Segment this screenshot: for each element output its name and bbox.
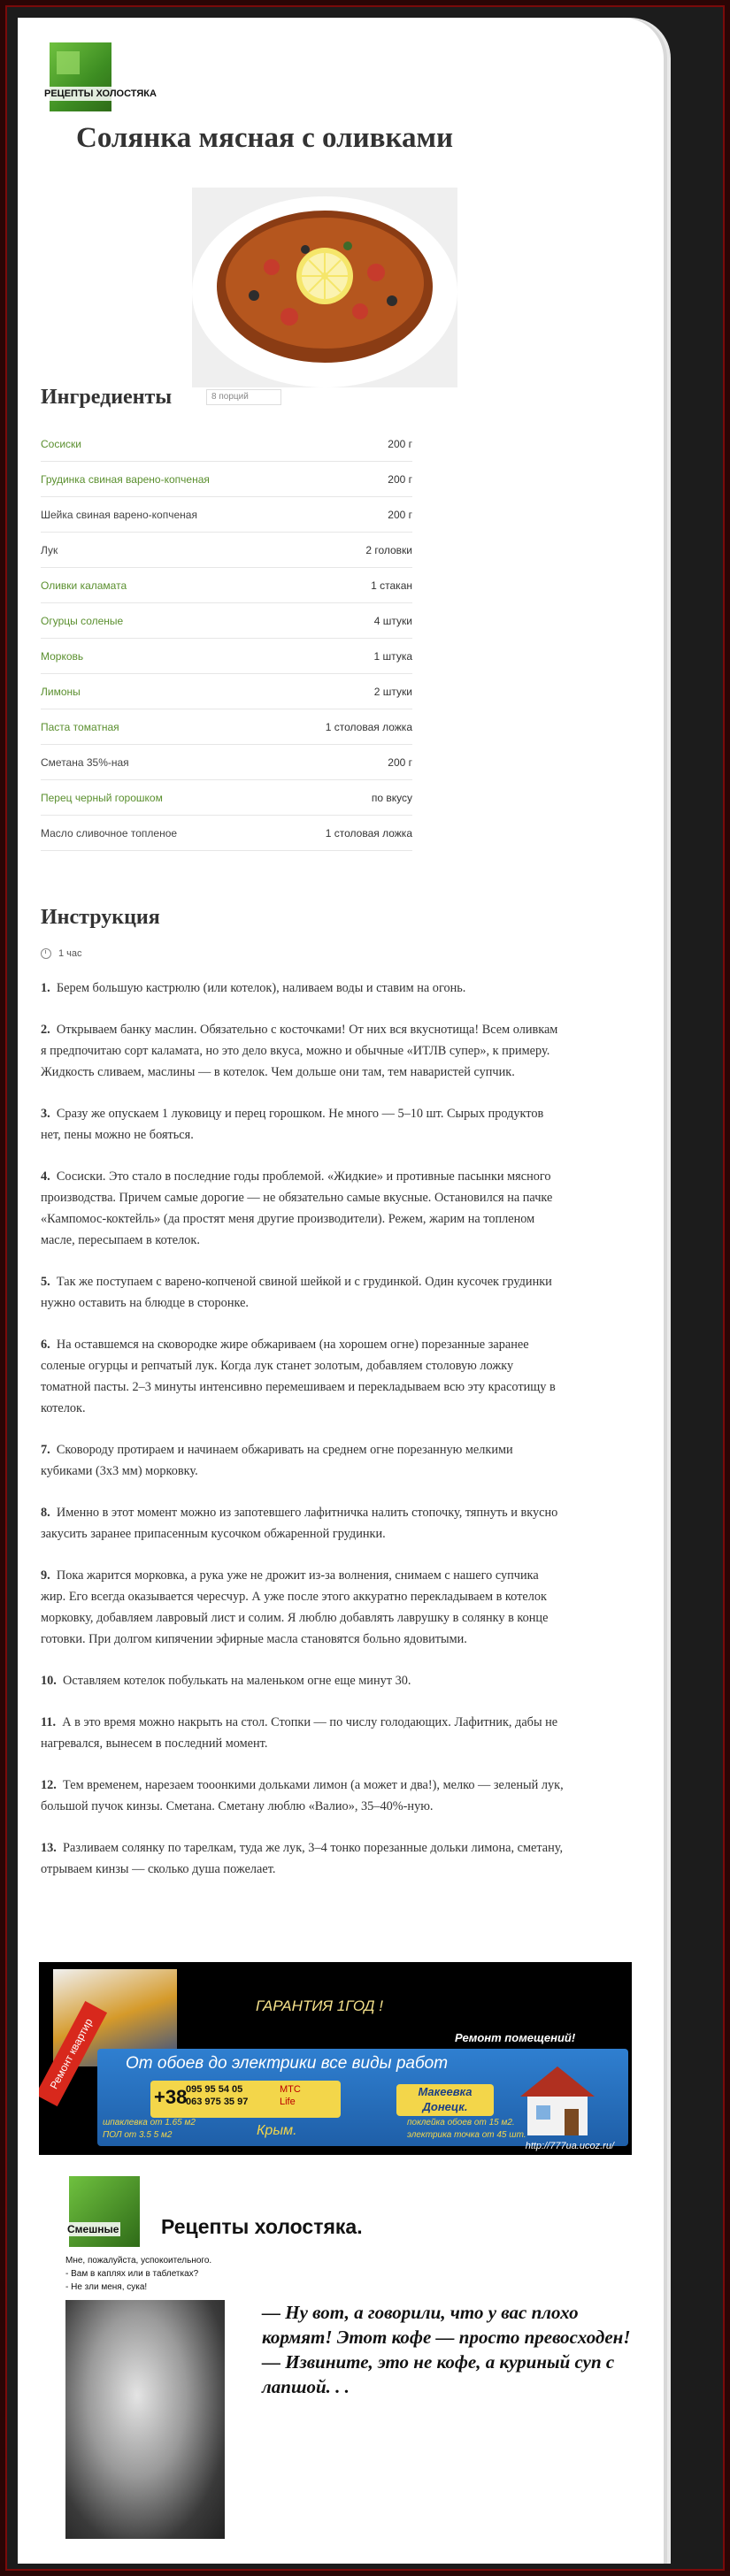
house-icon <box>513 2061 602 2137</box>
step-number: 5. <box>41 1275 50 1289</box>
instruction-steps <box>41 978 566 1900</box>
ingredient-quantity: 1 стакан <box>371 579 412 592</box>
ingredient-name[interactable]: Морковь <box>41 649 84 663</box>
step-text: Открываем банку маслин. Обязательно с косточками! От них вся вкуснотища! Всем оливкам я предпочитаю сорт каламата, но это дело вкуса, можно и обычные «ИТЛВ супер», к примеру. Жидкость сливаем, маслины — в котелок. Чем дольше они там, тем наваристей супчик. <box>41 1023 558 1079</box>
meme-image <box>53 2167 637 2557</box>
ingredient-name[interactable]: Сосиски <box>41 437 81 450</box>
instruction-step <box>41 1103 566 1146</box>
ingredient-name: Лук <box>41 543 58 556</box>
step-number: 12. <box>41 1778 57 1792</box>
ingredient-row <box>41 462 412 497</box>
step-text: Разливаем солянку по тарелкам, туда же лук, 3–4 тонко порезанные дольки лимона, сметану, отрываем кинзы — сколько душа пожелает. <box>41 1841 564 1876</box>
ingredient-row <box>41 639 412 674</box>
ad-ribbon: Ремонт квартир <box>39 2001 107 2106</box>
ad-url[interactable]: http://777ua.ucoz.ru/ <box>525 2141 614 2151</box>
step-number: 13. <box>41 1841 57 1855</box>
ad-price-right-2: электрика точка от 45 шт. <box>407 2130 526 2140</box>
step-text: На оставшемся на сковородке жире обжариваем (на хорошем огне) порезанные заранее соленые огурцы и репчатый лук. Когда лук станет золотым, добавляем столовую ложку томатной пасты. 2–3 минуты интенсивно перемешиваем и перекладываем всю эту красотищу в котелок. <box>41 1338 556 1415</box>
ad-slogan: От обоев до электрики все виды работ <box>126 2054 449 2073</box>
instruction-step <box>41 1439 566 1482</box>
cook-time-value: 1 час <box>58 948 82 959</box>
meme-joke <box>262 2300 634 2399</box>
instruction-step <box>41 978 566 999</box>
ingredient-row <box>41 709 412 745</box>
instruction-step <box>41 1837 566 1880</box>
recipe-photo <box>192 188 457 387</box>
ingredient-name: Сметана 35%-ная <box>41 755 129 769</box>
step-number: 10. <box>41 1674 57 1688</box>
ad-price-right-1: поклейка обоев от 15 м2. <box>407 2118 515 2128</box>
ad-blue-band <box>97 2049 628 2146</box>
ingredient-name[interactable]: Перец черный горошком <box>41 791 163 804</box>
ingredient-name[interactable]: Огурцы соленые <box>41 614 124 627</box>
instruction-step <box>41 1019 566 1083</box>
ad-operator-2: Life <box>280 2097 296 2107</box>
ingredient-quantity: 2 головки <box>365 543 412 556</box>
meme-joke-line: — Извините, это не кофе, а куриный суп с лапшой. . . <box>262 2351 615 2397</box>
servings-field[interactable]: 8 порций <box>206 389 281 405</box>
meme-title: Рецепты холостяка. <box>161 2215 363 2238</box>
step-text: Сразу же опускаем 1 луковицу и перец горошком. Не много — 5–10 шт. Сырых продуктов нет, пены можно не бояться. <box>41 1107 544 1142</box>
step-text: Пока жарится морковка, а рука уже не дрожит из-за волнения, снимаем с нашего супчика жир. Его всегда оказывается чересчур. А уже после этого аккуратно перекладываем в котелок морковку, добавляем лавровый лист и солим. Я люблю добавлять лаврушку в солянку в конце готовки. При долгом кипячении эфирные масла становятся больно ядовитыми. <box>41 1568 549 1646</box>
logo-caption: РЕЦЕПТЫ ХОЛОСТЯКА <box>44 88 157 99</box>
step-number: 2. <box>41 1023 50 1037</box>
ad-phone-box <box>150 2081 341 2118</box>
instructions-heading: Инструкция <box>41 906 160 929</box>
step-number: 6. <box>41 1338 50 1352</box>
page-content <box>18 18 664 2564</box>
ad-phone-1: 095 95 54 05 <box>186 2084 243 2095</box>
ingredient-quantity: 200 г <box>388 437 412 450</box>
ad-city: Макеевка Донецк. <box>396 2084 494 2116</box>
ingredient-row <box>41 426 412 462</box>
meme-dialog <box>65 2254 211 2294</box>
site-logo[interactable] <box>42 42 157 113</box>
ad-guarantee: ГАРАНТИЯ 1ГОД ! <box>256 1997 383 2014</box>
ad-repair-label: Ремонт помещений! <box>455 2031 576 2044</box>
instruction-step <box>41 1712 566 1754</box>
ingredients-heading: Ингредиенты <box>41 386 173 409</box>
ingredient-quantity: 1 столовая ложка <box>325 826 412 840</box>
angry-girl-photo <box>65 2300 225 2539</box>
logo-mark <box>50 42 111 111</box>
step-text: Тем временем, нарезаем тооонкими дольками лимон (а может и два!), мелко — зеленый лук, большой пучок кинзы. Сметана. Сметану люблю «Валио», 35–40%-ную. <box>41 1778 564 1813</box>
cook-time <box>41 948 82 959</box>
meme-dialog-line: Мне, пожалуйста, успокоительного. <box>65 2256 212 2266</box>
step-text: А в это время можно накрыть на стол. Стопки — по числу голодающих. Лафитник, дабы не нагревался, вынесем в последний момент. <box>41 1715 558 1751</box>
ingredient-quantity: 200 г <box>388 472 412 486</box>
ingredient-name: Шейка свиная варено-копченая <box>41 508 197 521</box>
ad-region: Крым. <box>257 2123 297 2138</box>
ingredient-quantity: 4 штуки <box>373 614 412 627</box>
ad-operator-1: МТС <box>280 2084 301 2095</box>
instruction-step <box>41 1670 566 1691</box>
ad-operators <box>280 2083 301 2108</box>
step-text: Так же поступаем с варено-копченой свиной шейкой и с грудинкой. Один кусочек грудинки нужно оставить на блюдце в сторонке. <box>41 1275 552 1310</box>
ingredient-quantity: 1 штука <box>373 649 412 663</box>
ad-phones <box>186 2083 248 2108</box>
step-text: Берем большую кастрюлю (или котелок), наливаем воды и ставим на огонь. <box>56 981 466 995</box>
meme-dialog-line: - Не зли меня, сука! <box>65 2282 148 2292</box>
instruction-step <box>41 1334 566 1419</box>
ad-banner[interactable] <box>39 1962 632 2155</box>
meme-logo-caption: Смешные <box>67 2223 119 2235</box>
step-number: 9. <box>41 1568 50 1583</box>
ingredient-row <box>41 603 412 639</box>
ad-phone-prefix: +38 <box>154 2086 188 2108</box>
ingredient-row <box>41 780 412 816</box>
instruction-step <box>41 1502 566 1545</box>
step-number: 4. <box>41 1169 50 1184</box>
step-text: Оставляем котелок побулькать на маленьком огне еще минут 30. <box>63 1674 411 1688</box>
ingredient-quantity: 200 г <box>388 508 412 521</box>
meme-joke-line: — Ну вот, а говорили, что у вас плохо кормят! Этот кофе — просто превосходен! <box>262 2302 631 2348</box>
ingredient-quantity: по вкусу <box>371 791 412 804</box>
instruction-step <box>41 1775 566 1817</box>
ingredient-name[interactable]: Оливки каламата <box>41 579 127 592</box>
meme-dialog-line: - Вам в каплях или в таблетках? <box>65 2269 199 2279</box>
instruction-step <box>41 1166 566 1251</box>
meme-logo-mark <box>69 2176 140 2247</box>
ingredient-row <box>41 497 412 533</box>
ingredient-row <box>41 816 412 851</box>
ingredient-name: Масло сливочное топленое <box>41 826 178 840</box>
ingredient-row <box>41 674 412 709</box>
soup-bowl-illustration <box>192 188 457 387</box>
step-text: Сковороду протираем и начинаем обжаривать на среднем огне порезанную мелкими кубиками (3х3 мм) морковку. <box>41 1443 513 1478</box>
step-number: 1. <box>41 981 50 995</box>
ingredient-quantity: 200 г <box>388 755 412 769</box>
step-number: 8. <box>41 1506 50 1520</box>
step-text: Именно в этот момент можно из запотевшего лафитничка налить стопочку, тяпнуть и вкусно закусить заранее припасенным кусочком обжаренной грудинки. <box>41 1506 558 1541</box>
instruction-step <box>41 1271 566 1314</box>
instruction-step <box>41 1565 566 1650</box>
ingredient-name[interactable]: Грудинка свиная варено-копченая <box>41 472 210 486</box>
ingredient-row <box>41 568 412 603</box>
clock-icon <box>41 948 51 959</box>
ingredient-name[interactable]: Паста томатная <box>41 720 119 733</box>
page-title: Солянка мясная с оливками <box>76 122 453 154</box>
step-number: 11. <box>41 1715 57 1729</box>
ad-phone-2: 063 975 35 97 <box>186 2097 249 2107</box>
step-number: 7. <box>41 1443 50 1457</box>
ingredient-quantity: 1 столовая ложка <box>325 720 412 733</box>
ad-price-left-2: ПОЛ от 3.5 5 м2 <box>103 2130 173 2140</box>
ingredient-row <box>41 533 412 568</box>
ingredients-list <box>41 426 412 851</box>
ingredient-name[interactable]: Лимоны <box>41 685 81 698</box>
step-number: 3. <box>41 1107 50 1121</box>
ad-price-left-1: шпаклевка от 1.65 м2 <box>103 2118 196 2128</box>
ingredient-row <box>41 745 412 780</box>
ingredient-quantity: 2 штуки <box>373 685 412 698</box>
step-text: Сосиски. Это стало в последние годы проблемой. «Жидкие» и противные пасынки мясного производства. Причем самые дорогие — не обязательно самые вкусные. Остановился на пачке «Кампомос-коктейль» (да простят меня другие производители). Режем, жарим на топленом масле, пересыпаем в котелок. <box>41 1169 553 1247</box>
